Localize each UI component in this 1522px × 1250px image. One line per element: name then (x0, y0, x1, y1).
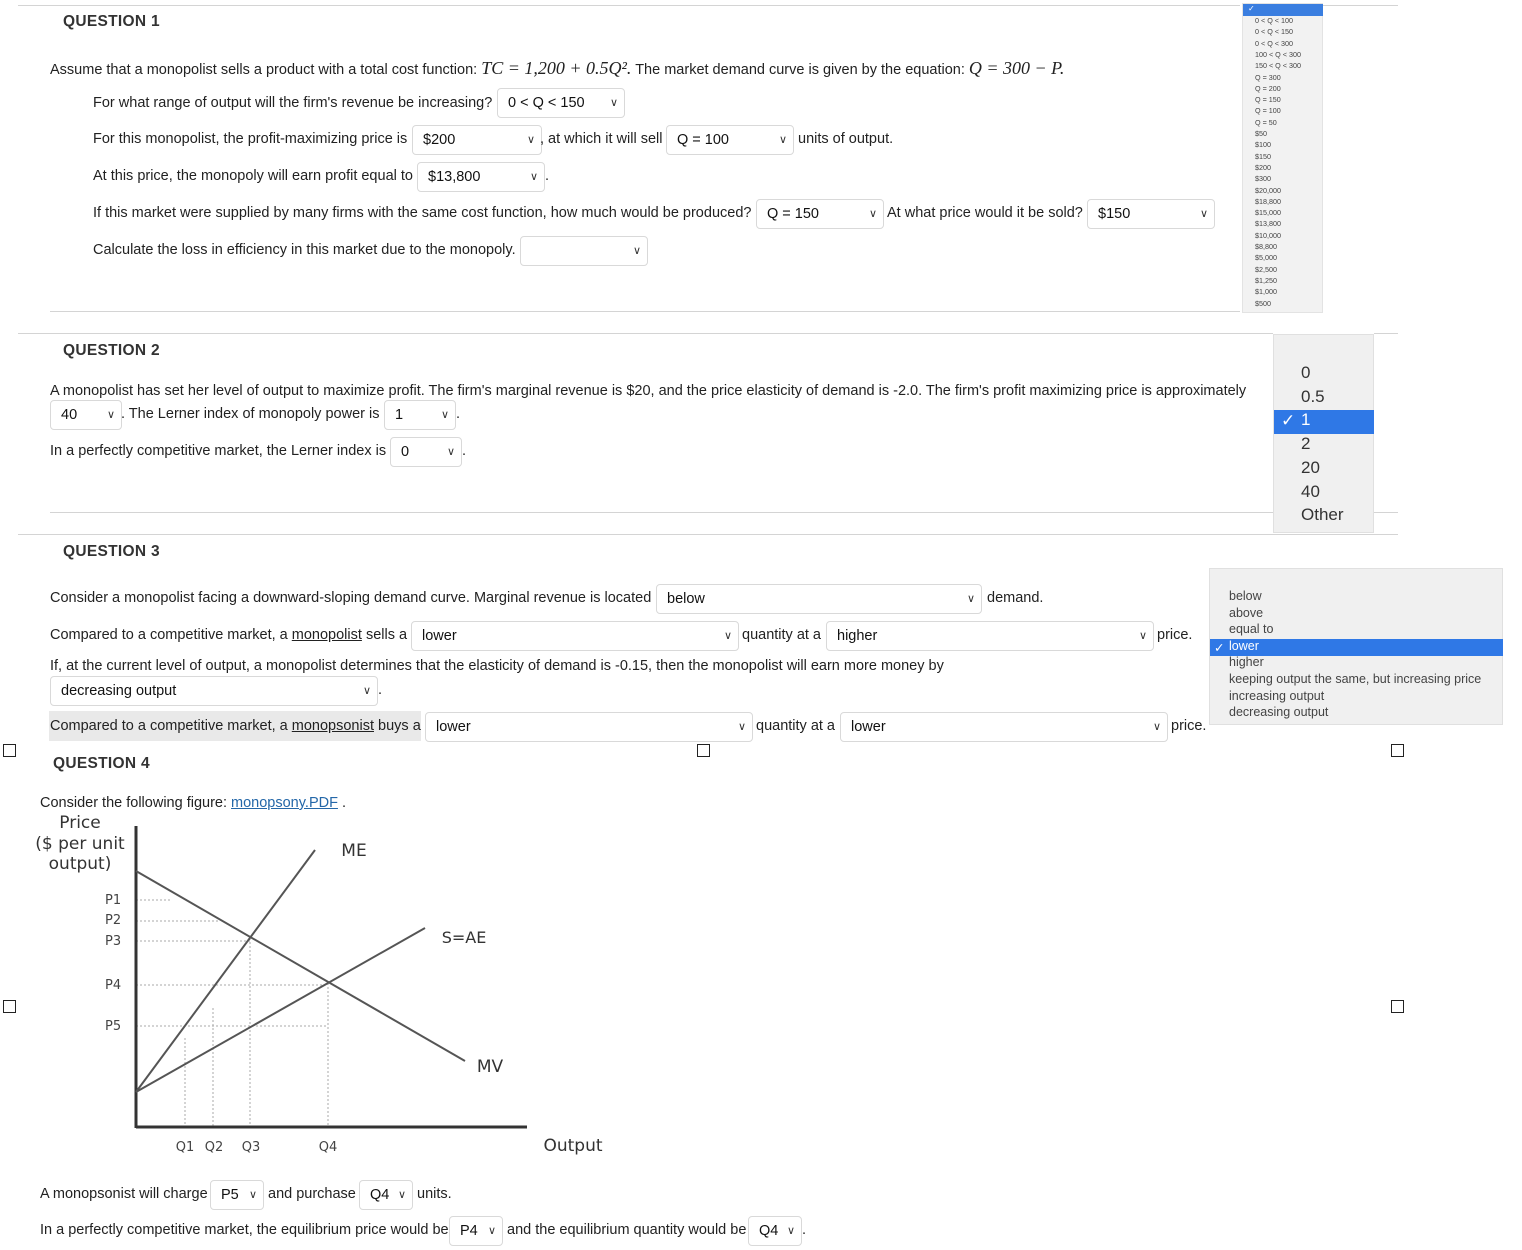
q3-s2-price-select[interactable] (826, 621, 1154, 651)
q3-s1-text: Consider a monopolist facing a downward-sloping demand curve. Marginal revenue is located (50, 590, 652, 606)
q3-s4-mid: buys a (378, 718, 421, 734)
dropdown-option[interactable]: lower (1229, 638, 1259, 653)
q3-s2-mid2: quantity at a (742, 627, 821, 643)
resize-handle[interactable] (1391, 744, 1404, 757)
dropdown-option[interactable]: 1 (1301, 410, 1311, 430)
q1-profit-select[interactable] (417, 162, 545, 192)
q3-s3-value: decreasing output (61, 683, 177, 699)
dropdown-option[interactable]: equal to (1229, 622, 1274, 637)
chevron-down-icon: ∨ (529, 171, 538, 183)
q4-eq-quantity-value: Q4 (759, 1223, 779, 1239)
period: . (341, 795, 347, 811)
chevron-down-icon: ∨ (1199, 208, 1208, 220)
q3-s4-pre: Compared to a competitive market, a (50, 718, 288, 734)
q2-tick: Q2 (204, 1140, 224, 1155)
dropdown-option[interactable]: 0.5 (1301, 386, 1325, 406)
dropdown-option[interactable]: Q = 50 (1255, 117, 1277, 127)
dropdown-option[interactable]: Q = 100 (1255, 106, 1281, 116)
dropdown-option[interactable]: keeping output the same, but increasing price (1229, 672, 1482, 686)
dropdown-option[interactable]: $13,800 (1255, 219, 1281, 229)
q3-s2-word: monopolist (291, 627, 362, 643)
dropdown-option[interactable]: $300 (1255, 174, 1271, 184)
mv-label: MV (476, 1057, 504, 1077)
sae-curve (136, 928, 425, 1092)
q2-price-value: 40 (61, 407, 78, 423)
chevron-down-icon: ∨ (440, 409, 449, 421)
dropdown-option[interactable]: 20 (1301, 457, 1320, 477)
q1-quantity-value: Q = 100 (677, 132, 729, 148)
q3-s1-select[interactable] (656, 584, 982, 614)
period: . (545, 168, 550, 184)
period: . (802, 1222, 807, 1238)
dropdown-option[interactable]: $10,000 (1255, 230, 1281, 240)
chevron-down-icon: ∨ (106, 409, 115, 421)
dropdown-option[interactable]: 40 (1301, 481, 1320, 501)
dropdown-option[interactable]: $200 (1255, 162, 1271, 172)
dropdown-option[interactable]: 100 < Q < 300 (1255, 49, 1301, 59)
chevron-down-icon: ∨ (778, 134, 787, 146)
q1-profit-value: $13,800 (428, 169, 481, 185)
dropdown-option[interactable]: below (1229, 589, 1262, 603)
dropdown-option[interactable]: increasing output (1229, 688, 1325, 703)
q1-loss-question: Calculate the loss in efficiency in this market due to the monopoly. (93, 242, 516, 258)
y-axis-label: Price (59, 813, 101, 833)
chevron-down-icon: ∨ (248, 1189, 257, 1201)
x-axis-label: Output (543, 1136, 603, 1156)
q4-s2-text: In a perfectly competitive market, the equilibrium price would be (40, 1222, 449, 1238)
q2-lerner-value: 1 (395, 407, 404, 423)
dropdown-option[interactable]: 2 (1301, 434, 1311, 454)
period: . (456, 406, 461, 422)
p4-tick: P4 (105, 978, 122, 993)
q3-s2-pre: Compared to a competitive market, a (50, 627, 288, 643)
period: . (462, 443, 467, 459)
q1-profit-question: At this price, the monopoly will earn profit equal to (93, 168, 413, 184)
q3-s4-word: monopsonist (291, 718, 374, 734)
dropdown-option[interactable]: higher (1229, 655, 1264, 670)
q1-price-value: $200 (423, 132, 456, 148)
q4-tick: Q4 (318, 1140, 338, 1155)
y-axis-label: output) (48, 854, 112, 874)
chevron-down-icon: ∨ (786, 1225, 795, 1237)
chevron-down-icon: ∨ (487, 1225, 496, 1237)
q1-dropdown-list[interactable] (1242, 3, 1323, 313)
chevron-down-icon: ∨ (737, 721, 746, 733)
q3-s1-post: demand. (987, 590, 1044, 606)
dropdown-option[interactable]: 0 (1301, 363, 1311, 382)
p5-tick: P5 (105, 1019, 122, 1034)
q2-price-select[interactable] (50, 400, 122, 430)
q2-competitive-value: 0 (401, 444, 410, 460)
check-icon: ✓ (1243, 4, 1323, 16)
chevron-down-icon: ∨ (868, 208, 877, 220)
q2-text: A monopolist has set her level of output to maximize profit. The firm's marginal revenue is $20, and the price elasticity of demand is -2.0. The firm's profit maximizing price is approximately (50, 383, 1247, 399)
p2-tick: P2 (105, 913, 122, 928)
q2-title: QUESTION 2 (63, 342, 160, 359)
q3-s1-value: below (667, 591, 705, 607)
me-label: ME (341, 841, 367, 861)
dropdown-option[interactable]: $18,800 (1255, 196, 1281, 206)
q4-figure-label: Consider the following figure: (40, 795, 227, 811)
p3-tick: P3 (105, 934, 122, 949)
q1-price-question: For this monopolist, the profit-maximizing price is (93, 131, 408, 147)
q4-eq-price-value: P4 (460, 1223, 478, 1239)
q1-revenue-question: For what range of output will the firm's revenue be increasing? (93, 95, 493, 111)
dropdown-option[interactable]: 0 < Q < 150 (1255, 27, 1293, 37)
check-icon: ✓ (1214, 641, 1225, 655)
q3-s2-mid: sells a (365, 627, 408, 643)
dropdown-option[interactable]: $8,800 (1255, 242, 1277, 251)
q2-lerner-text: . The Lerner index of monopoly power is (121, 406, 380, 422)
q1-price-select[interactable] (412, 125, 542, 155)
resize-handle[interactable] (1391, 1000, 1404, 1013)
dropdown-option[interactable]: $15,000 (1255, 208, 1281, 218)
dropdown-option[interactable]: $500 (1255, 298, 1271, 308)
dropdown-option[interactable]: Q = 150 (1255, 95, 1281, 105)
dropdown-option[interactable]: $20,000 (1255, 185, 1281, 195)
q3-s4-quantity-select[interactable] (425, 712, 753, 742)
q4-s1-mid: and purchase (268, 1186, 356, 1202)
q3-s4-price-value: lower (851, 719, 886, 735)
q1-competitive-price-select[interactable] (1087, 199, 1215, 229)
q4-charge-value: P5 (221, 1187, 239, 1203)
q3-s4-mid2: quantity at a (756, 718, 835, 734)
dropdown-option[interactable]: 150 < Q < 300 (1255, 61, 1301, 71)
chevron-down-icon: ∨ (526, 134, 535, 146)
chevron-down-icon: ∨ (1152, 721, 1161, 733)
q3-s2-post: price. (1157, 627, 1193, 643)
q4-purchase-select[interactable] (359, 1180, 413, 1210)
chevron-down-icon: ∨ (632, 245, 641, 257)
chevron-down-icon: ∨ (1138, 630, 1147, 642)
dropdown-option[interactable]: $50 (1255, 129, 1267, 138)
q3-title: QUESTION 3 (63, 543, 160, 560)
q3-s2-quantity-value: lower (422, 628, 457, 644)
monopsony-figure (30, 808, 610, 1158)
dropdown-option[interactable]: $150 (1255, 151, 1271, 161)
q1-intro-mid: The market demand curve is given by the equation: (635, 62, 965, 78)
q4-eq-price-select[interactable] (449, 1216, 503, 1246)
dropdown-option[interactable]: decreasing output (1229, 705, 1329, 720)
q2-dropdown-list[interactable] (1273, 334, 1374, 533)
resize-handle[interactable] (3, 744, 16, 757)
resize-handle[interactable] (3, 1000, 16, 1013)
q1-title: QUESTION 1 (63, 13, 160, 30)
demand-formula: Q = 300 − P. (968, 58, 1065, 78)
dropdown-option[interactable]: 0 < Q < 300 (1255, 38, 1293, 48)
guide-lines (136, 900, 328, 1126)
sae-label: S=AE (441, 928, 487, 947)
q4-purchase-value: Q4 (370, 1187, 390, 1203)
q3-s2-price-value: higher (837, 628, 878, 644)
resize-handle[interactable] (697, 744, 710, 757)
chevron-down-icon: ∨ (609, 97, 618, 109)
q2-lerner-select[interactable] (384, 400, 456, 430)
q1-sell-text: , at which it will sell (540, 131, 663, 147)
chevron-down-icon: ∨ (362, 685, 371, 697)
tc-formula: TC = 1,200 + 0.5Q². (481, 58, 632, 78)
q1-competitive-qty-select[interactable] (756, 199, 884, 229)
dropdown-option[interactable]: $1,250 (1255, 275, 1277, 285)
p1-tick: P1 (105, 893, 122, 908)
chevron-down-icon: ∨ (723, 630, 732, 642)
q4-s1-text: A monopsonist will charge (40, 1186, 208, 1202)
q4-s2-mid: and the equilibrium quantity would be (507, 1222, 747, 1238)
dropdown-option[interactable]: $1,000 (1255, 287, 1277, 297)
q4-s1-post: units. (417, 1186, 452, 1202)
chevron-down-icon: ∨ (966, 593, 975, 605)
q1-intro (50, 58, 1064, 79)
q3-s2-text (50, 627, 407, 643)
q1-tick: Q1 (175, 1140, 195, 1155)
q3-s4-post: price. (1171, 718, 1207, 734)
dropdown-option[interactable]: Other (1301, 505, 1344, 525)
y-axis-label: ($ per unit (35, 834, 125, 854)
q1-competitive-price-question: At what price would it be sold? (887, 205, 1083, 221)
q4-charge-select[interactable] (210, 1180, 264, 1210)
q2-competitive-text: In a perfectly competitive market, the Lerner index is (50, 443, 387, 459)
dropdown-option[interactable]: $100 (1255, 140, 1271, 150)
q3-s2-quantity-select[interactable] (411, 621, 739, 651)
q2-competitive-select[interactable] (390, 437, 462, 467)
dropdown-option[interactable]: $5,000 (1255, 253, 1277, 263)
q1-competitive-qty-value: Q = 150 (767, 206, 819, 222)
period: . (378, 682, 383, 698)
dropdown-option[interactable]: 0 < Q < 100 (1255, 16, 1293, 25)
q1-competitive-question: If this market were supplied by many firms with the same cost function, how much would be produced? (93, 205, 752, 221)
dropdown-option[interactable]: above (1229, 605, 1264, 620)
check-icon: ✓ (1281, 411, 1296, 430)
mv-curve (136, 871, 465, 1061)
q1-competitive-price-value: $150 (1098, 206, 1131, 222)
q4-title: QUESTION 4 (53, 755, 150, 772)
chevron-down-icon: ∨ (446, 446, 455, 458)
q3-s4-quantity-value: lower (436, 719, 471, 735)
q3-s4-text (50, 718, 421, 734)
q3-s3-text: If, at the current level of output, a monopolist determines that the elasticity of demand is -0.15, then the monopolist will earn more money by (50, 658, 944, 674)
q4-eq-quantity-select[interactable] (748, 1216, 802, 1246)
q3-dropdown-list[interactable] (1209, 568, 1503, 725)
q3-tick: Q3 (241, 1140, 261, 1155)
dropdown-option[interactable]: Q = 300 (1255, 72, 1281, 82)
q1-revenue-select[interactable] (497, 88, 625, 118)
chevron-down-icon: ∨ (397, 1189, 406, 1201)
q3-s3-select[interactable] (50, 676, 378, 706)
q1-revenue-value: 0 < Q < 150 (508, 95, 585, 111)
dropdown-option[interactable]: $2,500 (1255, 264, 1277, 274)
dropdown-option[interactable]: Q = 200 (1255, 83, 1281, 93)
q1-loss-select[interactable] (520, 236, 648, 266)
q3-s4-price-select[interactable] (840, 712, 1168, 742)
monopsony-pdf-link[interactable]: monopsony.PDF (231, 795, 338, 811)
q1-intro-pre: Assume that a monopolist sells a product with a total cost function: (50, 62, 478, 78)
q1-quantity-select[interactable] (666, 125, 794, 155)
q1-units-text: units of output. (798, 131, 894, 147)
